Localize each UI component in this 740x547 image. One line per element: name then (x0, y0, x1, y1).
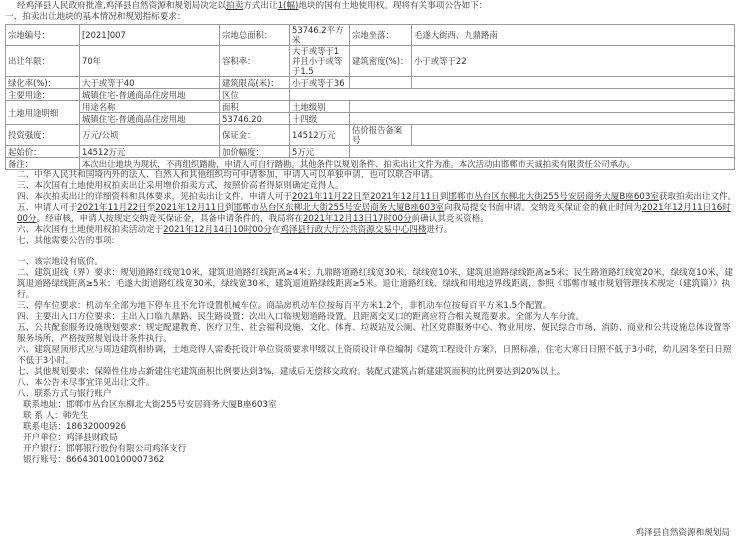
sub-8: 八、本公告未尽事宜详见出让文件。 (17, 378, 155, 388)
para-5: 五、申请人可于2021年11月22日至2021年12月11日到邯郸市丛台区东柳北大街255号安居商务大厦B座603室向我局提交书面申请。交纳竞买保证金的截止时间为2021年12月11日16时00分。经审核，申请人按规定交纳竞买保证金，具备申请条件的，我局将在2021年12月13日17时00分前确认其竞买资格。 (17, 203, 731, 224)
table-row (6, 77, 735, 89)
signature: 鸡泽县自然资源和规划局 (635, 528, 730, 538)
account-number: 银行账号：866430100100007362 (23, 455, 165, 465)
total-area-label: 宗地总面积： (220, 25, 290, 46)
start-price-label: 起始价： (6, 146, 80, 158)
use-value: 城镇住宅-普通商品住房用地 (80, 89, 220, 101)
use-detail-label: 土地用途明细 (6, 101, 80, 125)
intro-count: 1(幅) (277, 1, 299, 11)
total-area-value: 53746.2平方米 (290, 25, 350, 46)
intro-end: 地块的国有土地使用权。现将有关事项公告如下： (298, 1, 488, 11)
sub-4: 四、主要出入口方位要求：主出入口临九鼎路、民生路设置；次出入口临规划道路设置。且距离交叉口的距离应符合相关规范要求。全部为人车分流。 (17, 312, 585, 322)
account-unit: 开户单位：鸡泽县财政局 (23, 433, 118, 443)
date-link: 2021年12月11日 (155, 203, 225, 213)
grade-value: 十四级 (290, 113, 350, 125)
para-4: 四、本次拍卖出让的详细资料和具体要求，见拍卖出让文件。申请人可于2021年11月22日至2021年12月11日到邯郸市丛台区东柳北大街255号安居商务大厦B座603室获取拍卖出让文件。 (17, 192, 737, 202)
contact-address: 联系地址：邯郸市丛台区东柳北大街255号安居商务大厦B座603室 (23, 400, 277, 410)
account-bank: 开户银行：邯郸银行股份有限公司鸡泽支行 (23, 444, 187, 454)
address-link: 鸡泽县行政大厅公共资源交易中心四楼 (280, 225, 427, 235)
deposit-label: 保证金： (220, 125, 290, 146)
intro-mid: 方式出让 (243, 1, 278, 11)
para-2: 二、中华人民共和国境内外的法人、自然人和其他组织均可申请参加，申请人可以单独申请，也可以联合申请。 (17, 170, 439, 180)
table-row (6, 101, 735, 113)
parcel-table (5, 24, 735, 170)
invest-label: 投资强度： (6, 125, 80, 146)
table-row (6, 146, 735, 158)
far-label: 容积率： (220, 46, 290, 77)
address-link: 邯郸市丛台区东柳北大街255号安居商务大厦B座603室 (233, 203, 445, 213)
green-value: 大于或等于40 (80, 77, 220, 89)
invest-value: 万元/公顷 (80, 125, 220, 146)
contact-list (5, 400, 738, 466)
para-7: 七、其他需要公告的事项: (17, 236, 115, 246)
location-value: 毛遂大街西、九鼎路南 (412, 25, 735, 46)
notice (5, 1, 738, 466)
intro-text: 经鸡泽县人民政府批准,鸡泽县自然资源和规划局决定以 (17, 1, 226, 11)
address-link: 邯郸市丛台区东柳北大街255号安居商务大厦B座603室 (448, 192, 659, 202)
table-row (6, 125, 735, 146)
sub-6: 六、建筑屋顶形式应与周边建筑相协调，土地竞得人需委托设计单位资质要求甲级以上资质设计单位编制《建筑工程设计方案》，日照标准，住宅大寒日日照不低于3小时，幼儿园冬至日日照不低于3小时。 (17, 345, 732, 366)
table-row (6, 89, 735, 101)
term-value: 70年 (80, 46, 220, 77)
date-link: 2021年11月22日 (77, 203, 147, 213)
contact-phone: 联系电话：18632000926 (23, 422, 127, 432)
sub-5: 五、公共配套服务设施规划要求：规定配建教育、医疗卫生、社会福利设施、文化、体育、垃圾站及公厕、社区党群服务中心、物业用房、便民综合市场、消防、商业和公共设施总体设置等服务场所，严格按照规划设计条件执行。 (17, 323, 731, 344)
density-label: 建筑密度(%)： (350, 46, 412, 77)
contact-title: 八、联系方式与银行账户 (17, 389, 112, 399)
sub-3: 三、停车位要求：机动车全部为地下停车且不允许设置机械车位。商品房机动车位按每百平方米1.2个，非机动车位按每百平方米1.5个配置。 (17, 301, 552, 311)
sub-7: 七、其他规划要求：保障性住房占新建住宅建筑面积比例要达到3%，建成后无偿移交政府。装配式建筑占新建建筑面积的比例要达到20%以上。 (17, 367, 566, 377)
height-value: 小于或等于36 (290, 77, 350, 89)
date-link: 2021年11月22日 (292, 192, 362, 202)
term-label: 出让年限： (6, 46, 80, 77)
use-label: 主要用途： (6, 89, 80, 101)
parcel-no-value: [2021]007 (80, 25, 220, 46)
start-price-value: 14512万元 (80, 146, 220, 158)
table-row (6, 158, 735, 170)
use-name-value: 城镇住宅-普通商品住房用地 (80, 113, 220, 125)
deadline-link: 2021年12月11日16时00分 (17, 203, 731, 224)
sub-1: 一、该宗地设有底价。 (17, 257, 103, 267)
far-value: 大于或等于1并且小于或等于1.5 (290, 46, 350, 77)
sub-2: 二、建筑退线（界）要求：规划道路红线宽10米，建筑退道路红线距离≥4米；九鼎路道路红线宽30米，绿线宽10米，建筑退道路绿线距离≥5米；民生路道路红线宽20米，绿线宽10米，建筑退道路绿线距离≥5米；毛遂大街道路红线宽30米，绿线宽30米，建筑退道路绿线距离≥5米。退让道路红线、绿线和用地边界线距离，参照《邯郸市城市规划管理技术规定（建筑篇）》执行。 (17, 268, 733, 300)
table-row (6, 113, 735, 125)
increment-value: 5万元 (290, 146, 350, 158)
section1-title: 一、拍卖出让地块的基本情况和规划指标要求： (5, 12, 186, 22)
contact-person: 联 系 人：韩先生 (23, 411, 89, 421)
grade-header: 土地级别 (290, 101, 350, 113)
area-header: 面积 (220, 101, 290, 113)
appraisal-label: 估价报告备案号 (350, 125, 412, 146)
density-value: 小于或等于22 (412, 46, 735, 77)
deposit-value: 14512万元 (290, 125, 350, 146)
parcel-no-label: 宗地编号： (6, 25, 80, 46)
area-value: 53746.20 (220, 113, 290, 125)
remark-label: 备注： (6, 158, 80, 170)
para-6: 六、本次国有土地使用权拍卖活动定于2021年12月14日10时00分在鸡泽县行政大厅公共资源交易中心四楼进行。 (17, 225, 453, 235)
date-link: 2021年12月14日10时00分 (163, 225, 272, 235)
location-label: 宗地坐落： (350, 25, 412, 46)
date-link: 2021年12月11日 (370, 192, 440, 202)
intro-method: 拍卖 (225, 1, 244, 11)
height-label: 建筑限高(米)： (220, 77, 290, 89)
zone-label: 区位 (220, 89, 290, 101)
green-label: 绿化率(%)： (6, 77, 80, 89)
use-name-header: 用途名称 (80, 101, 220, 113)
table-row (6, 25, 735, 46)
date-link: 2021年12月13日17时00分 (302, 214, 412, 224)
increment-label: 加价幅度： (220, 146, 290, 158)
intro-line (5, 1, 738, 12)
remark-value: 本次出让地块为现状，不再组织踏勘，申请人可自行踏勘。其他条件以规划条件、拍卖出让文件为准。本次活动由邯郸市天诚拍卖有限责任公司承办。 (80, 158, 735, 170)
para-3: 三、本次国有土地使用权拍卖出让采用增价拍卖方式，按照价高者得原则确定竞得人。 (17, 181, 344, 191)
table-row (6, 46, 735, 77)
